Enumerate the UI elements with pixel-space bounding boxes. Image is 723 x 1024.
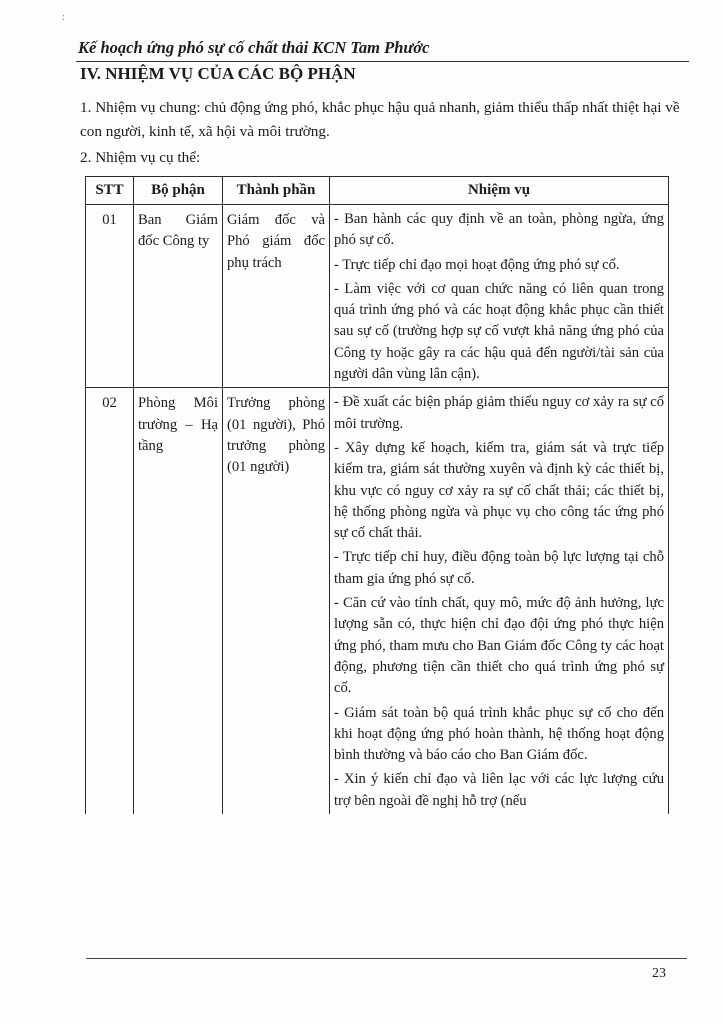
task-item: - Căn cứ vào tính chất, quy mô, mức độ ảnh hưởng, lực lượng sẵn có, thực hiện chỉ đạo đội ứng phó thực hiện ứng phó, tham mưu cho Ban Giám đốc Công ty các hoạt động, phương tiện cần thiết cho quá trình ứng phó sự cố.	[334, 595, 664, 697]
scan-artifact: :	[62, 12, 65, 23]
header-stt: STT	[86, 177, 134, 205]
cell-duties	[330, 388, 669, 814]
cell-department: Ban Giám đốc Công ty	[134, 205, 223, 388]
general-duty-paragraph: 1. Nhiệm vụ chung: chủ động ứng phó, khắc phục hậu quả nhanh, giảm thiểu thấp nhất thiệt hại về con người, kinh tế, xã hội và môi trường.	[80, 99, 680, 140]
header-composition: Thành phần	[223, 177, 330, 205]
cell-department: Phòng Môi trường – Hạ tầng	[134, 388, 223, 814]
header-duties: Nhiệm vụ	[330, 177, 669, 205]
table-row	[86, 388, 669, 814]
document-header-title: Kế hoạch ứng phó sự cố chất thải KCN Tam Phước	[78, 38, 430, 57]
footer-divider	[86, 958, 687, 959]
cell-composition: Giám đốc và Phó giám đốc phụ trách	[223, 205, 330, 388]
header-department: Bộ phận	[134, 177, 223, 205]
cell-duties	[330, 205, 669, 388]
section-heading: IV. NHIỆM VỤ CỦA CÁC BỘ PHẬN	[80, 64, 356, 83]
table-header-row	[86, 177, 669, 205]
page-number: 23	[652, 966, 666, 981]
cell-stt: 02	[86, 388, 134, 814]
task-item: - Ban hành các quy định về an toàn, phòng ngừa, ứng phó sự cố.	[334, 211, 664, 249]
task-item: - Giám sát toàn bộ quá trình khắc phục sự cố cho đến khi hoạt động ứng phó hoàn thành, hệ thống hoạt động bình thường và báo cáo cho Ban Giám đốc.	[334, 704, 664, 764]
task-item: - Xây dựng kế hoạch, kiểm tra, giám sát và trực tiếp kiểm tra, giám sát thường xuyên và định kỳ các thiết bị, khu vực có nguy cơ xảy ra sự cố chất thải; các thiết bị, hệ thống phòng ngừa và phục vụ cho công tác ứng phó sự cố chất thải.	[334, 439, 664, 542]
task-item: - Đề xuất các biện pháp giảm thiểu nguy cơ xảy ra sự cố môi trường.	[334, 394, 664, 432]
task-item: - Làm việc với cơ quan chức năng có liên quan trong quá trình ứng phó và các hoạt động khắc phục cần thiết sau sự cố (trường hợp sự cố vượt khả năng ứng phó của Công ty hoặc gây ra các hậu quả đến người/tài sản của người dân vùng lân cận).	[334, 280, 664, 383]
task-item: - Trực tiếp chỉ đạo mọi hoạt động ứng phó sự cố.	[334, 256, 620, 273]
cell-composition: Trưởng phòng (01 người), Phó trưởng phòng (01 người)	[223, 388, 330, 814]
specific-duty-paragraph: 2. Nhiệm vụ cụ thể:	[80, 149, 201, 166]
header-divider	[76, 61, 689, 62]
cell-stt: 01	[86, 205, 134, 388]
task-item: - Xin ý kiến chỉ đạo và liên lạc với các lực lượng cứu trợ bên ngoài đề nghị hỗ trợ (nếu	[334, 771, 664, 809]
table-row	[86, 205, 669, 388]
duty-table	[85, 176, 669, 814]
task-item: - Trực tiếp chỉ huy, điều động toàn bộ lực lượng tại chỗ tham gia ứng phó sự cố.	[334, 549, 664, 587]
